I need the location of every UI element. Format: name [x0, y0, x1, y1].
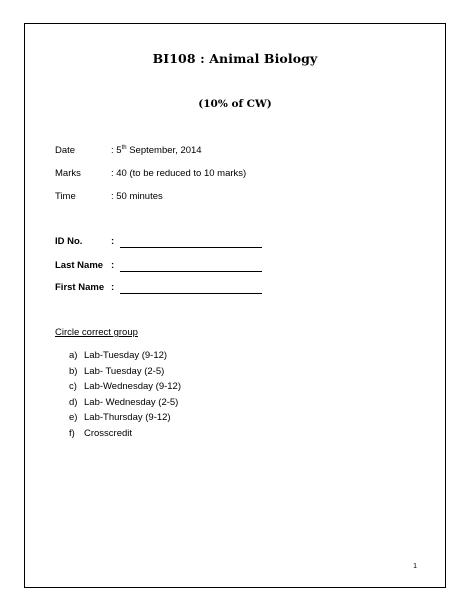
option-letter: f) [69, 427, 75, 439]
first-name-blank-line[interactable] [120, 293, 262, 294]
option-text: Lab-Thursday (9-12) [84, 412, 171, 424]
time-label: Time [55, 191, 76, 202]
option-text: Lab-Wednesday (9-12) [84, 381, 181, 393]
group-heading: Circle correct group [55, 327, 138, 338]
date-label: Date [55, 145, 76, 156]
option-letter: b) [69, 365, 78, 377]
option-letter: d) [69, 396, 78, 408]
date-prefix: : 5 [111, 145, 122, 156]
first-name-label: First Name [55, 282, 105, 293]
last-name-blank-line[interactable] [120, 271, 262, 272]
option-text: Crosscredit [84, 427, 133, 439]
option-letter: c) [69, 381, 77, 393]
time-value: : 50 minutes [111, 191, 163, 202]
option-text: Lab- Tuesday (2-5) [84, 365, 165, 377]
option-text: Lab- Wednesday (2-5) [84, 396, 179, 408]
marks-label: Marks [55, 168, 81, 179]
date-suffix: September, 2014 [126, 145, 202, 156]
date-value [111, 145, 202, 156]
id-label: ID No. [55, 236, 83, 247]
document-subtitle: (10% of CW) [198, 98, 272, 110]
date-ordinal-suffix: th [121, 145, 127, 151]
page-number: 1 [413, 563, 417, 570]
document-page [24, 23, 446, 588]
document-title: BI108 : Animal Biology [152, 51, 318, 66]
option-letter: a) [69, 350, 78, 361]
first-name-colon: : [111, 282, 115, 293]
last-name-label: Last Name [55, 260, 104, 271]
option-letter: e) [69, 412, 78, 424]
last-name-colon: : [111, 260, 115, 271]
id-blank-line[interactable] [120, 247, 262, 248]
marks-value: : 40 (to be reduced to 10 marks) [111, 168, 247, 179]
option-text: Lab-Tuesday (9-12) [84, 350, 168, 361]
id-colon: : [111, 236, 115, 247]
